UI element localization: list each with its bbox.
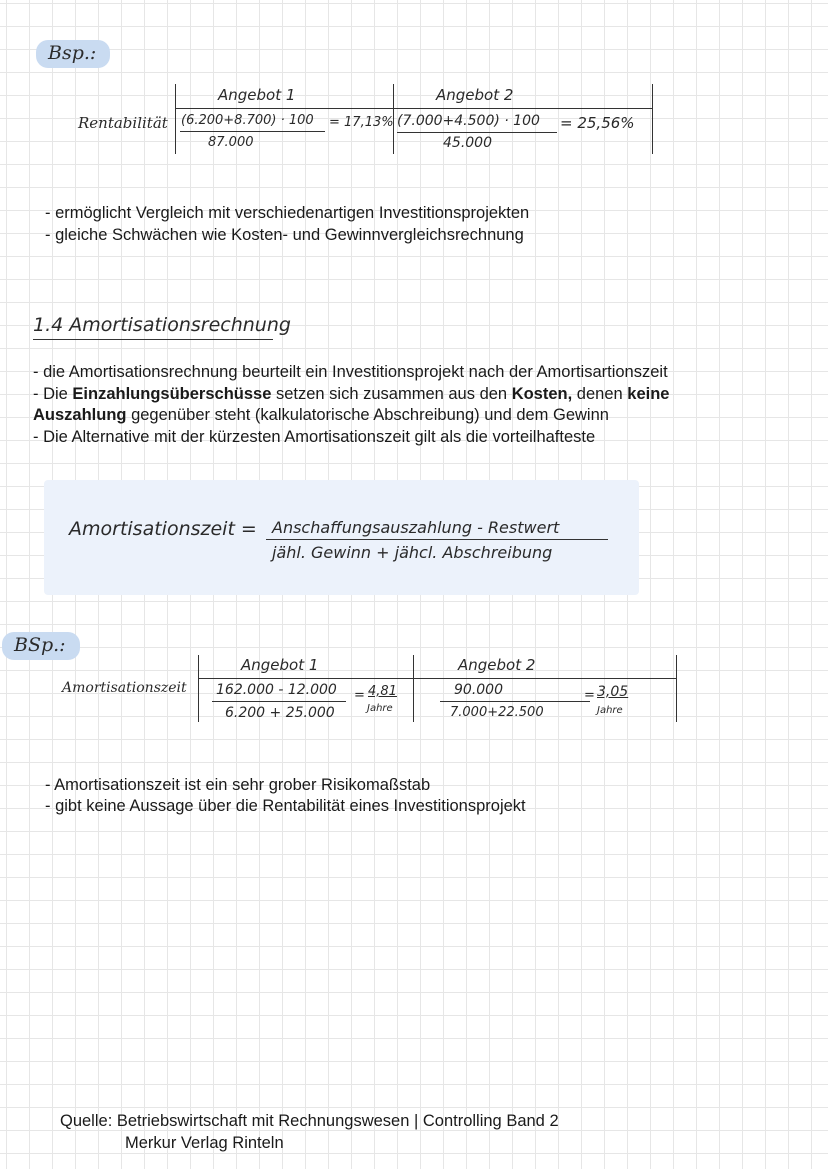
- row-label: Amortisationszeit: [62, 680, 187, 696]
- formula-lhs: Amortisationszeit =: [69, 518, 257, 540]
- section-heading: 1.4 Amortisationsrechnung: [33, 314, 291, 336]
- text-run: gegenüber steht (kalkulatorische Abschreibung) und dem Gewinn: [126, 406, 609, 424]
- text-run: denen: [572, 385, 628, 403]
- text-run: - Die: [33, 385, 73, 403]
- denominator-offer-2: 45.000: [443, 135, 492, 151]
- column-header-offer-1: Angebot 1: [218, 86, 296, 104]
- result-offer-1: 4,81: [368, 684, 397, 699]
- denominator-offer-1: 6.200 + 25.000: [225, 705, 335, 721]
- fraction-line: [397, 132, 557, 133]
- paragraph-line: - die Amortisationsrechnung beurteilt ein Investitionsprojekt nach der Amortisartionszeit: [33, 363, 668, 381]
- result-unit: Jahre: [367, 703, 393, 714]
- source-line: Merkur Verlag Rinteln: [125, 1134, 284, 1152]
- table-divider: [413, 655, 414, 722]
- bullet-item: - Amortisationszeit ist ein sehr grober Risikomaßstab: [45, 776, 431, 794]
- source-line: Quelle: Betriebswirtschaft mit Rechnungswesen | Controlling Band 2: [60, 1112, 559, 1130]
- result-offer-2: 3,05: [597, 684, 629, 700]
- table-header-line: [175, 108, 653, 109]
- bullet-item: - gleiche Schwächen wie Kosten- und Gewinnvergleichsrechnung: [45, 226, 524, 244]
- formula-box: [44, 480, 639, 595]
- table-header-line: [198, 678, 677, 679]
- numerator-offer-2: 90.000: [454, 682, 503, 698]
- table-divider: [652, 84, 653, 154]
- bullet-item: - gibt keine Aussage über die Rentabilität eines Investitionsprojekt: [45, 797, 526, 815]
- denominator-offer-1: 87.000: [208, 135, 254, 150]
- formula-fraction-line: [266, 539, 608, 540]
- fraction-line: [440, 701, 590, 702]
- denominator-offer-2: 7.000+22.500: [450, 705, 544, 720]
- row-label: Rentabilität: [78, 114, 168, 132]
- bold-term: Kosten,: [511, 385, 573, 403]
- text-run: setzen sich zusammen aus den: [271, 385, 512, 403]
- table-divider: [198, 655, 199, 722]
- table-divider: [676, 655, 677, 722]
- formula-denominator: jähl. Gewinn + jähcl. Abschreibung: [272, 543, 553, 562]
- example-badge: Bsp.:: [36, 40, 110, 68]
- equals-sign: =: [354, 688, 365, 703]
- example-badge: BSp.:: [2, 632, 80, 660]
- column-header-offer-2: Angebot 2: [436, 86, 514, 104]
- numerator-offer-1: (6.200+8.700) · 100: [181, 113, 314, 128]
- paragraph-line: - Die Alternative mit der kürzesten Amortisationszeit gilt als die vorteilhafteste: [33, 428, 596, 446]
- paragraph-line: [33, 404, 609, 426]
- numerator-offer-2: (7.000+4.500) · 100: [397, 113, 540, 129]
- column-header-offer-2: Angebot 2: [458, 656, 536, 674]
- heading-underline: [33, 339, 273, 340]
- bold-term: Auszahlung: [33, 406, 127, 424]
- column-header-offer-1: Angebot 1: [241, 656, 319, 674]
- numerator-offer-1: 162.000 - 12.000: [216, 682, 337, 698]
- result-offer-2: = 25,56%: [560, 114, 635, 132]
- table-divider: [175, 84, 176, 154]
- bullet-item: - ermöglicht Vergleich mit verschiedenartigen Investitionsprojekten: [45, 204, 530, 222]
- fraction-line: [212, 701, 346, 702]
- paragraph-line: [33, 383, 669, 405]
- bold-term: keine: [627, 385, 670, 403]
- bold-term: Einzahlungsüberschüsse: [72, 385, 272, 403]
- formula-numerator: Anschaffungsauszahlung - Restwert: [272, 518, 560, 537]
- fraction-line: [180, 131, 325, 132]
- result-unit: Jahre: [597, 705, 623, 716]
- equals-sign: =: [584, 688, 595, 703]
- result-offer-1: = 17,13%: [329, 115, 394, 130]
